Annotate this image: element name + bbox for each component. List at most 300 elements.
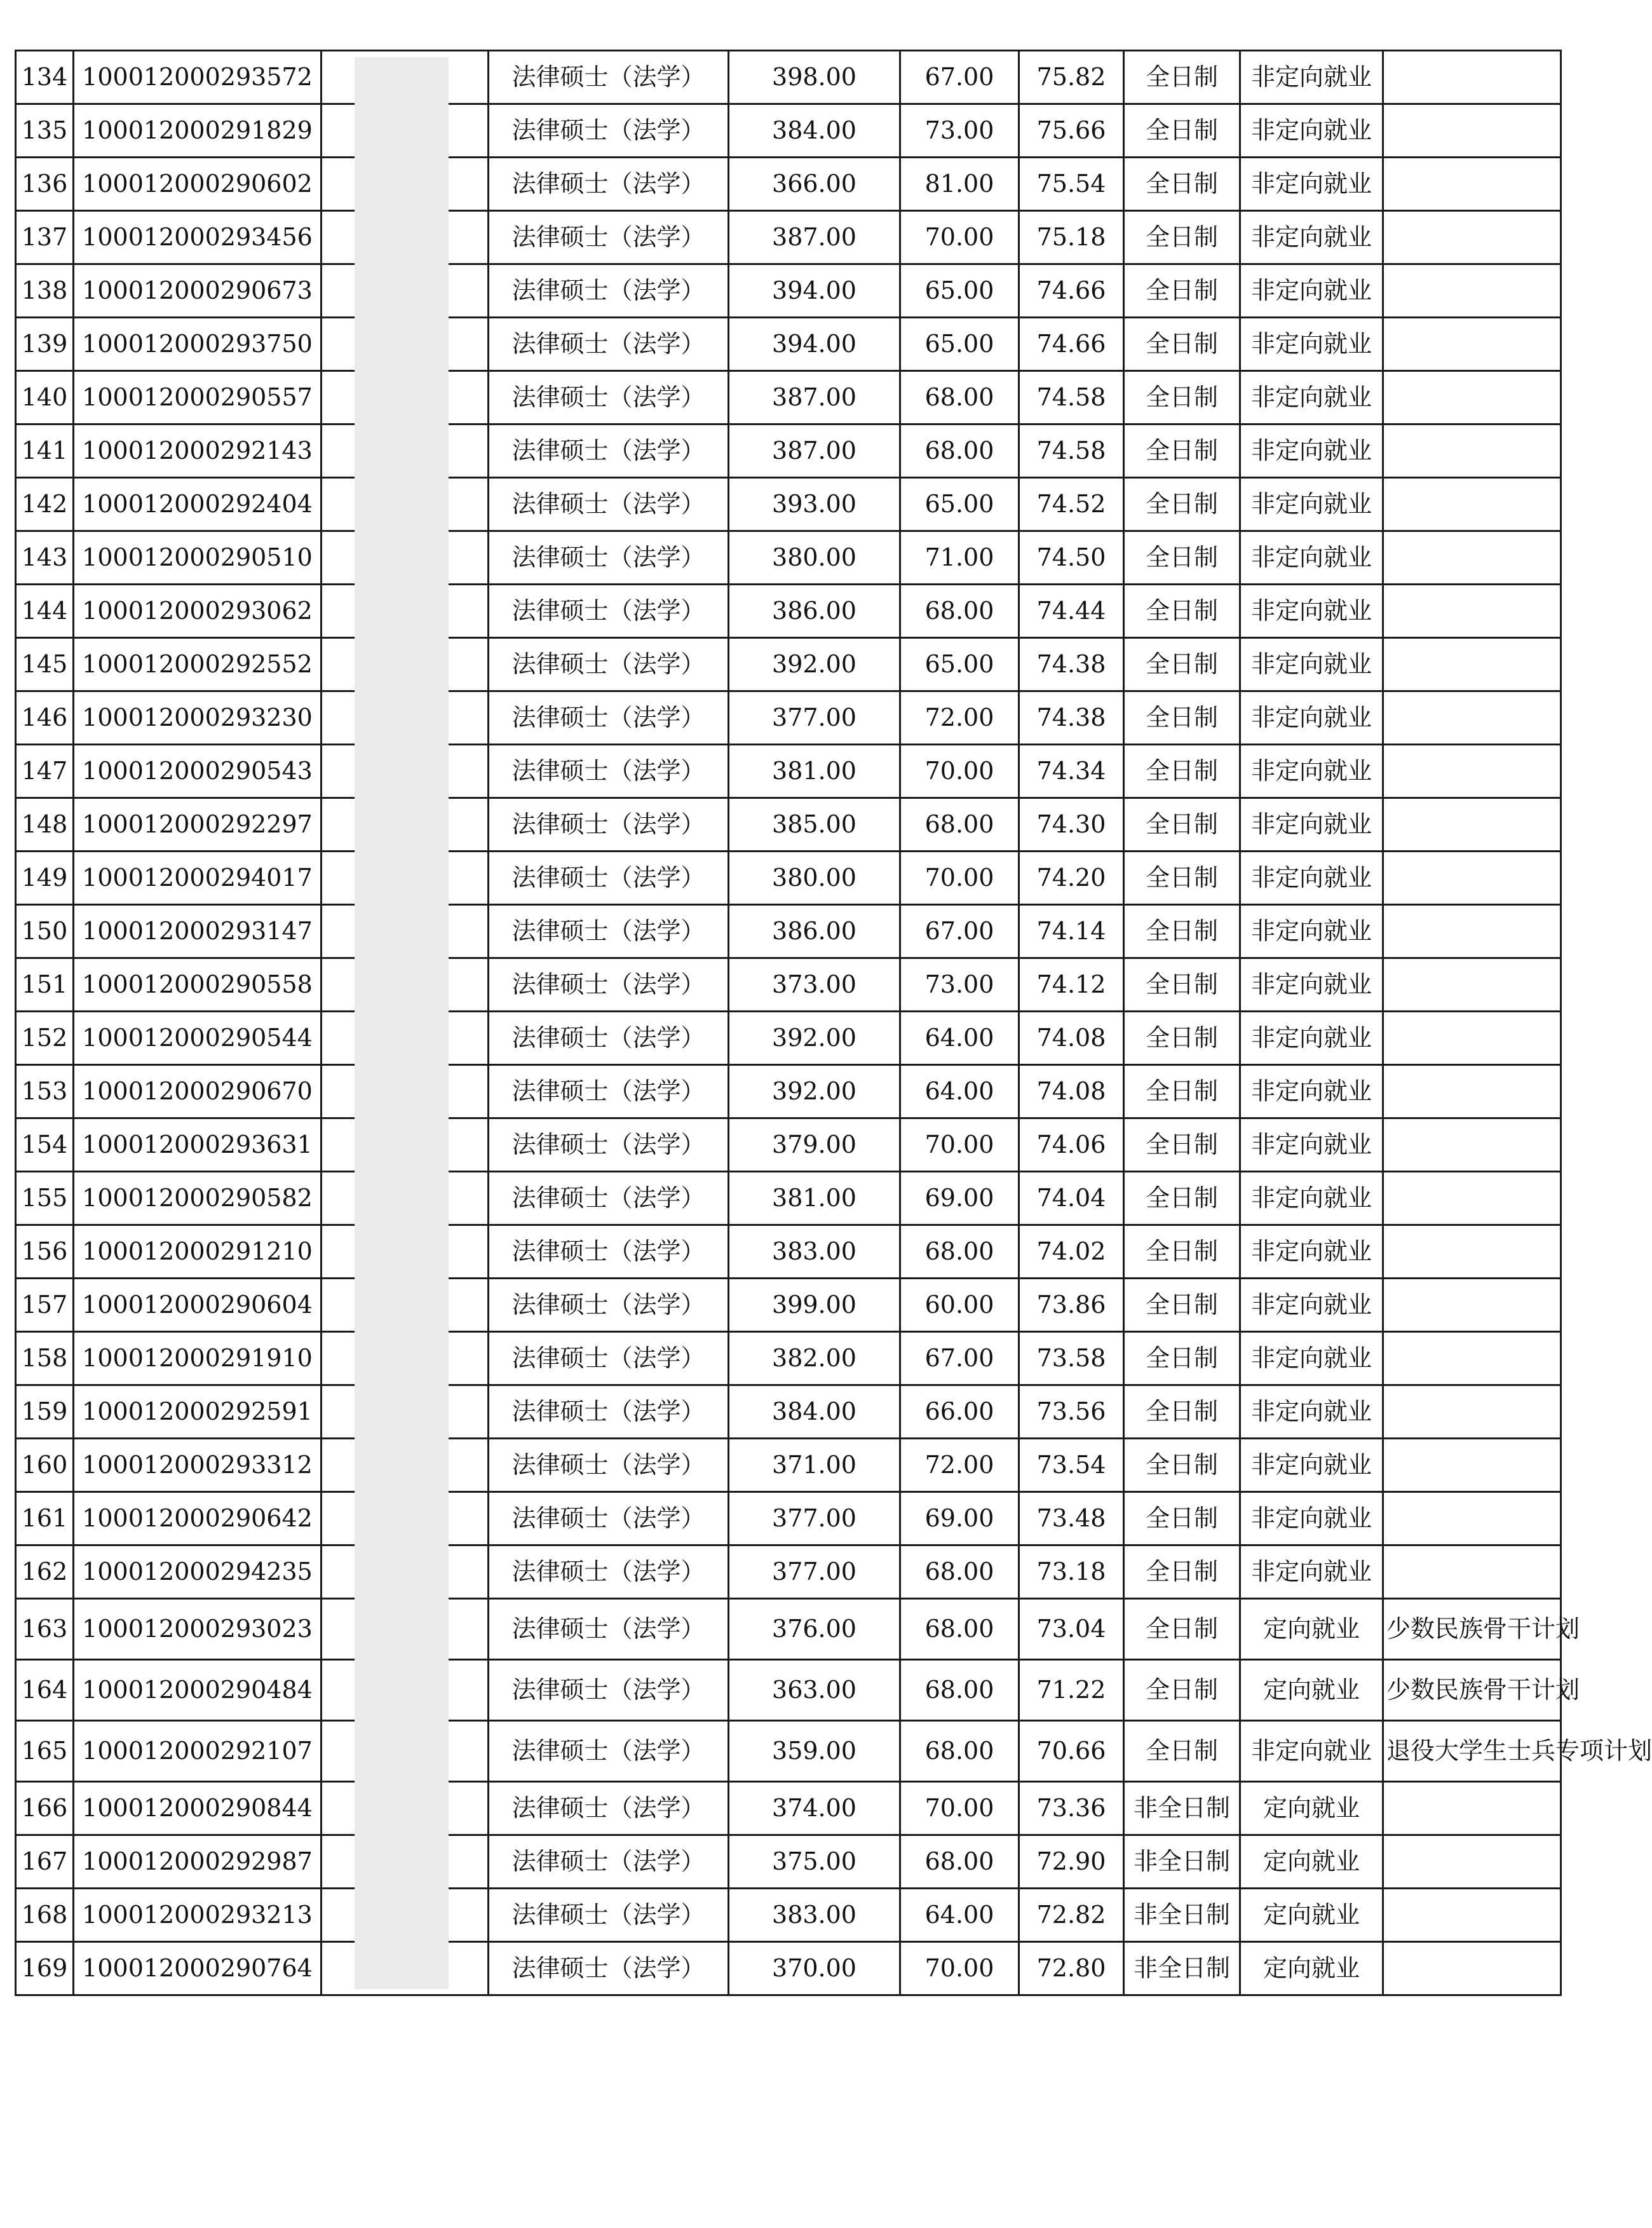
row-number-cell: 155 bbox=[16, 1172, 74, 1225]
study-mode-cell: 全日制 bbox=[1124, 1721, 1240, 1782]
row-number-cell: 147 bbox=[16, 745, 74, 798]
table-row bbox=[16, 638, 1561, 691]
total-score-cell: 74.38 bbox=[1019, 691, 1124, 745]
initial-score-cell: 381.00 bbox=[729, 1172, 900, 1225]
candidate-id-cell: 100012000293750 bbox=[74, 318, 322, 371]
study-mode-cell: 全日制 bbox=[1124, 51, 1240, 104]
remark-cell bbox=[1383, 1545, 1561, 1599]
row-number-cell: 167 bbox=[16, 1835, 74, 1889]
initial-score-cell: 359.00 bbox=[729, 1721, 900, 1782]
initial-score-cell: 399.00 bbox=[729, 1279, 900, 1332]
remark-cell: 少数民族骨干计划 bbox=[1383, 1599, 1561, 1660]
major-cell: 法律硕士（法学） bbox=[489, 1889, 729, 1942]
study-mode-cell: 全日制 bbox=[1124, 1385, 1240, 1439]
row-number-cell: 149 bbox=[16, 852, 74, 905]
table-row bbox=[16, 1279, 1561, 1332]
row-number-cell: 139 bbox=[16, 318, 74, 371]
employment-type-cell: 定向就业 bbox=[1240, 1942, 1383, 1995]
candidate-id-cell: 100012000290543 bbox=[74, 745, 322, 798]
major-cell: 法律硕士（法学） bbox=[489, 745, 729, 798]
initial-score-cell: 386.00 bbox=[729, 905, 900, 958]
row-number-cell: 160 bbox=[16, 1439, 74, 1492]
remark-cell bbox=[1383, 211, 1561, 264]
row-number-cell: 157 bbox=[16, 1279, 74, 1332]
remark-cell bbox=[1383, 104, 1561, 158]
row-number-cell: 164 bbox=[16, 1660, 74, 1721]
retest-score-cell: 68.00 bbox=[900, 1660, 1019, 1721]
total-score-cell: 74.08 bbox=[1019, 1012, 1124, 1065]
candidate-id-cell: 100012000292297 bbox=[74, 798, 322, 852]
total-score-cell: 74.08 bbox=[1019, 1065, 1124, 1118]
employment-type-cell: 非定向就业 bbox=[1240, 211, 1383, 264]
candidate-id-cell: 100012000290642 bbox=[74, 1492, 322, 1545]
retest-score-cell: 66.00 bbox=[900, 1385, 1019, 1439]
remark-cell bbox=[1383, 1835, 1561, 1889]
initial-score-cell: 376.00 bbox=[729, 1599, 900, 1660]
remark-cell bbox=[1383, 371, 1561, 425]
row-number-cell: 142 bbox=[16, 478, 74, 531]
total-score-cell: 72.90 bbox=[1019, 1835, 1124, 1889]
table-row bbox=[16, 852, 1561, 905]
retest-score-cell: 68.00 bbox=[900, 371, 1019, 425]
study-mode-cell: 非全日制 bbox=[1124, 1835, 1240, 1889]
candidate-id-cell: 100012000290673 bbox=[74, 264, 322, 318]
table-row bbox=[16, 478, 1561, 531]
row-number-cell: 148 bbox=[16, 798, 74, 852]
major-cell: 法律硕士（法学） bbox=[489, 1385, 729, 1439]
candidate-id-cell: 100012000290604 bbox=[74, 1279, 322, 1332]
employment-type-cell: 非定向就业 bbox=[1240, 958, 1383, 1012]
employment-type-cell: 非定向就业 bbox=[1240, 1118, 1383, 1172]
remark-cell bbox=[1383, 1012, 1561, 1065]
employment-type-cell: 非定向就业 bbox=[1240, 585, 1383, 638]
row-number-cell: 137 bbox=[16, 211, 74, 264]
table-row bbox=[16, 1545, 1561, 1599]
candidate-id-cell: 100012000292404 bbox=[74, 478, 322, 531]
row-number-cell: 159 bbox=[16, 1385, 74, 1439]
major-cell: 法律硕士（法学） bbox=[489, 425, 729, 478]
remark-cell bbox=[1383, 531, 1561, 585]
study-mode-cell: 全日制 bbox=[1124, 478, 1240, 531]
initial-score-cell: 383.00 bbox=[729, 1225, 900, 1279]
initial-score-cell: 380.00 bbox=[729, 531, 900, 585]
candidate-id-cell: 100012000290764 bbox=[74, 1942, 322, 1995]
employment-type-cell: 非定向就业 bbox=[1240, 1545, 1383, 1599]
study-mode-cell: 全日制 bbox=[1124, 371, 1240, 425]
study-mode-cell: 全日制 bbox=[1124, 585, 1240, 638]
candidate-id-cell: 100012000291910 bbox=[74, 1332, 322, 1385]
major-cell: 法律硕士（法学） bbox=[489, 1118, 729, 1172]
major-cell: 法律硕士（法学） bbox=[489, 531, 729, 585]
total-score-cell: 73.58 bbox=[1019, 1332, 1124, 1385]
employment-type-cell: 定向就业 bbox=[1240, 1599, 1383, 1660]
total-score-cell: 74.66 bbox=[1019, 264, 1124, 318]
remark-cell bbox=[1383, 318, 1561, 371]
table-row bbox=[16, 798, 1561, 852]
table-row bbox=[16, 104, 1561, 158]
table-row bbox=[16, 1835, 1561, 1889]
total-score-cell: 73.54 bbox=[1019, 1439, 1124, 1492]
retest-score-cell: 64.00 bbox=[900, 1065, 1019, 1118]
study-mode-cell: 全日制 bbox=[1124, 104, 1240, 158]
candidate-id-cell: 100012000291829 bbox=[74, 104, 322, 158]
initial-score-cell: 392.00 bbox=[729, 1065, 900, 1118]
retest-score-cell: 70.00 bbox=[900, 211, 1019, 264]
initial-score-cell: 377.00 bbox=[729, 1545, 900, 1599]
total-score-cell: 74.50 bbox=[1019, 531, 1124, 585]
employment-type-cell: 非定向就业 bbox=[1240, 745, 1383, 798]
remark-cell bbox=[1383, 1172, 1561, 1225]
major-cell: 法律硕士（法学） bbox=[489, 104, 729, 158]
total-score-cell: 75.66 bbox=[1019, 104, 1124, 158]
total-score-cell: 74.38 bbox=[1019, 638, 1124, 691]
initial-score-cell: 386.00 bbox=[729, 585, 900, 638]
candidate-id-cell: 100012000294017 bbox=[74, 852, 322, 905]
row-number-cell: 150 bbox=[16, 905, 74, 958]
employment-type-cell: 定向就业 bbox=[1240, 1835, 1383, 1889]
retest-score-cell: 69.00 bbox=[900, 1492, 1019, 1545]
row-number-cell: 134 bbox=[16, 51, 74, 104]
remark-cell bbox=[1383, 51, 1561, 104]
employment-type-cell: 非定向就业 bbox=[1240, 638, 1383, 691]
retest-score-cell: 64.00 bbox=[900, 1889, 1019, 1942]
major-cell: 法律硕士（法学） bbox=[489, 1545, 729, 1599]
table-row bbox=[16, 1942, 1561, 1995]
initial-score-cell: 381.00 bbox=[729, 745, 900, 798]
candidate-id-cell: 100012000293023 bbox=[74, 1599, 322, 1660]
employment-type-cell: 非定向就业 bbox=[1240, 1385, 1383, 1439]
major-cell: 法律硕士（法学） bbox=[489, 905, 729, 958]
employment-type-cell: 非定向就业 bbox=[1240, 1172, 1383, 1225]
candidate-id-cell: 100012000292107 bbox=[74, 1721, 322, 1782]
table-row bbox=[16, 1172, 1561, 1225]
employment-type-cell: 非定向就业 bbox=[1240, 1012, 1383, 1065]
total-score-cell: 74.02 bbox=[1019, 1225, 1124, 1279]
remark-cell bbox=[1383, 264, 1561, 318]
study-mode-cell: 全日制 bbox=[1124, 1279, 1240, 1332]
candidate-id-cell: 100012000293572 bbox=[74, 51, 322, 104]
employment-type-cell: 非定向就业 bbox=[1240, 318, 1383, 371]
total-score-cell: 73.36 bbox=[1019, 1782, 1124, 1835]
study-mode-cell: 全日制 bbox=[1124, 1599, 1240, 1660]
initial-score-cell: 384.00 bbox=[729, 1385, 900, 1439]
employment-type-cell: 非定向就业 bbox=[1240, 798, 1383, 852]
retest-score-cell: 70.00 bbox=[900, 1782, 1019, 1835]
table-row bbox=[16, 1385, 1561, 1439]
candidate-id-cell: 100012000290602 bbox=[74, 158, 322, 211]
retest-score-cell: 73.00 bbox=[900, 104, 1019, 158]
retest-score-cell: 67.00 bbox=[900, 51, 1019, 104]
study-mode-cell: 全日制 bbox=[1124, 264, 1240, 318]
study-mode-cell: 全日制 bbox=[1124, 691, 1240, 745]
employment-type-cell: 定向就业 bbox=[1240, 1889, 1383, 1942]
initial-score-cell: 379.00 bbox=[729, 1118, 900, 1172]
remark-cell bbox=[1383, 585, 1561, 638]
table-row bbox=[16, 1118, 1561, 1172]
initial-score-cell: 384.00 bbox=[729, 104, 900, 158]
remark-cell: 退役大学生士兵专项计划 bbox=[1383, 1721, 1561, 1782]
retest-score-cell: 68.00 bbox=[900, 1225, 1019, 1279]
employment-type-cell: 非定向就业 bbox=[1240, 371, 1383, 425]
row-number-cell: 140 bbox=[16, 371, 74, 425]
candidate-id-cell: 100012000294235 bbox=[74, 1545, 322, 1599]
retest-score-cell: 68.00 bbox=[900, 1835, 1019, 1889]
candidate-id-cell: 100012000291210 bbox=[74, 1225, 322, 1279]
candidate-id-cell: 100012000293147 bbox=[74, 905, 322, 958]
total-score-cell: 74.58 bbox=[1019, 425, 1124, 478]
total-score-cell: 74.58 bbox=[1019, 371, 1124, 425]
initial-score-cell: 393.00 bbox=[729, 478, 900, 531]
retest-score-cell: 70.00 bbox=[900, 745, 1019, 798]
total-score-cell: 71.22 bbox=[1019, 1660, 1124, 1721]
table-row bbox=[16, 905, 1561, 958]
row-number-cell: 163 bbox=[16, 1599, 74, 1660]
major-cell: 法律硕士（法学） bbox=[489, 1279, 729, 1332]
total-score-cell: 73.18 bbox=[1019, 1545, 1124, 1599]
candidate-id-cell: 100012000290484 bbox=[74, 1660, 322, 1721]
remark-cell bbox=[1383, 1225, 1561, 1279]
initial-score-cell: 392.00 bbox=[729, 638, 900, 691]
retest-score-cell: 65.00 bbox=[900, 638, 1019, 691]
initial-score-cell: 387.00 bbox=[729, 425, 900, 478]
initial-score-cell: 373.00 bbox=[729, 958, 900, 1012]
row-number-cell: 153 bbox=[16, 1065, 74, 1118]
major-cell: 法律硕士（法学） bbox=[489, 1942, 729, 1995]
study-mode-cell: 全日制 bbox=[1124, 1492, 1240, 1545]
total-score-cell: 74.20 bbox=[1019, 852, 1124, 905]
table-row bbox=[16, 1332, 1561, 1385]
row-number-cell: 145 bbox=[16, 638, 74, 691]
retest-score-cell: 69.00 bbox=[900, 1172, 1019, 1225]
employment-type-cell: 非定向就业 bbox=[1240, 1439, 1383, 1492]
table-row bbox=[16, 1492, 1561, 1545]
total-score-cell: 72.82 bbox=[1019, 1889, 1124, 1942]
total-score-cell: 75.18 bbox=[1019, 211, 1124, 264]
admission-list-table bbox=[15, 50, 1652, 1996]
row-number-cell: 165 bbox=[16, 1721, 74, 1782]
major-cell: 法律硕士（法学） bbox=[489, 1835, 729, 1889]
table-row bbox=[16, 745, 1561, 798]
major-cell: 法律硕士（法学） bbox=[489, 798, 729, 852]
table-row bbox=[16, 158, 1561, 211]
remark-cell bbox=[1383, 1065, 1561, 1118]
total-score-cell: 73.86 bbox=[1019, 1279, 1124, 1332]
major-cell: 法律硕士（法学） bbox=[489, 638, 729, 691]
remark-cell bbox=[1383, 905, 1561, 958]
employment-type-cell: 非定向就业 bbox=[1240, 691, 1383, 745]
employment-type-cell: 非定向就业 bbox=[1240, 1721, 1383, 1782]
study-mode-cell: 全日制 bbox=[1124, 1012, 1240, 1065]
candidate-id-cell: 100012000293213 bbox=[74, 1889, 322, 1942]
candidate-id-cell: 100012000293062 bbox=[74, 585, 322, 638]
study-mode-cell: 全日制 bbox=[1124, 211, 1240, 264]
retest-score-cell: 68.00 bbox=[900, 1545, 1019, 1599]
table-row bbox=[16, 211, 1561, 264]
employment-type-cell: 非定向就业 bbox=[1240, 1225, 1383, 1279]
retest-score-cell: 65.00 bbox=[900, 478, 1019, 531]
candidate-id-cell: 100012000293631 bbox=[74, 1118, 322, 1172]
retest-score-cell: 70.00 bbox=[900, 852, 1019, 905]
study-mode-cell: 全日制 bbox=[1124, 158, 1240, 211]
row-number-cell: 152 bbox=[16, 1012, 74, 1065]
remark-cell bbox=[1383, 798, 1561, 852]
study-mode-cell: 全日制 bbox=[1124, 638, 1240, 691]
total-score-cell: 74.04 bbox=[1019, 1172, 1124, 1225]
major-cell: 法律硕士（法学） bbox=[489, 51, 729, 104]
initial-score-cell: 363.00 bbox=[729, 1660, 900, 1721]
row-number-cell: 135 bbox=[16, 104, 74, 158]
major-cell: 法律硕士（法学） bbox=[489, 1599, 729, 1660]
table-row bbox=[16, 318, 1561, 371]
employment-type-cell: 非定向就业 bbox=[1240, 905, 1383, 958]
major-cell: 法律硕士（法学） bbox=[489, 852, 729, 905]
initial-score-cell: 377.00 bbox=[729, 1492, 900, 1545]
row-number-cell: 151 bbox=[16, 958, 74, 1012]
remark-cell bbox=[1383, 1385, 1561, 1439]
table-row bbox=[16, 958, 1561, 1012]
table-row bbox=[16, 691, 1561, 745]
initial-score-cell: 383.00 bbox=[729, 1889, 900, 1942]
initial-score-cell: 387.00 bbox=[729, 371, 900, 425]
study-mode-cell: 全日制 bbox=[1124, 905, 1240, 958]
retest-score-cell: 65.00 bbox=[900, 318, 1019, 371]
remark-cell bbox=[1383, 1439, 1561, 1492]
remark-cell bbox=[1383, 158, 1561, 211]
candidate-id-cell: 100012000292552 bbox=[74, 638, 322, 691]
candidate-id-cell: 100012000292987 bbox=[74, 1835, 322, 1889]
table-row bbox=[16, 1065, 1561, 1118]
study-mode-cell: 全日制 bbox=[1124, 745, 1240, 798]
initial-score-cell: 394.00 bbox=[729, 264, 900, 318]
table-row bbox=[16, 585, 1561, 638]
initial-score-cell: 385.00 bbox=[729, 798, 900, 852]
retest-score-cell: 72.00 bbox=[900, 1439, 1019, 1492]
study-mode-cell: 全日制 bbox=[1124, 1545, 1240, 1599]
remark-cell: 少数民族骨干计划 bbox=[1383, 1660, 1561, 1721]
study-mode-cell: 全日制 bbox=[1124, 852, 1240, 905]
employment-type-cell: 非定向就业 bbox=[1240, 1332, 1383, 1385]
initial-score-cell: 387.00 bbox=[729, 211, 900, 264]
name-redaction-mask bbox=[355, 57, 449, 1989]
study-mode-cell: 全日制 bbox=[1124, 1439, 1240, 1492]
study-mode-cell: 全日制 bbox=[1124, 425, 1240, 478]
total-score-cell: 74.44 bbox=[1019, 585, 1124, 638]
candidate-id-cell: 100012000293230 bbox=[74, 691, 322, 745]
major-cell: 法律硕士（法学） bbox=[489, 1065, 729, 1118]
candidate-id-cell: 100012000293312 bbox=[74, 1439, 322, 1492]
row-number-cell: 166 bbox=[16, 1782, 74, 1835]
retest-score-cell: 64.00 bbox=[900, 1012, 1019, 1065]
row-number-cell: 162 bbox=[16, 1545, 74, 1599]
candidate-id-cell: 100012000290582 bbox=[74, 1172, 322, 1225]
initial-score-cell: 380.00 bbox=[729, 852, 900, 905]
retest-score-cell: 81.00 bbox=[900, 158, 1019, 211]
total-score-cell: 73.04 bbox=[1019, 1599, 1124, 1660]
initial-score-cell: 370.00 bbox=[729, 1942, 900, 1995]
major-cell: 法律硕士（法学） bbox=[489, 1172, 729, 1225]
total-score-cell: 74.12 bbox=[1019, 958, 1124, 1012]
table-row bbox=[16, 425, 1561, 478]
table-row bbox=[16, 371, 1561, 425]
major-cell: 法律硕士（法学） bbox=[489, 211, 729, 264]
total-score-cell: 75.82 bbox=[1019, 51, 1124, 104]
candidate-id-cell: 100012000292143 bbox=[74, 425, 322, 478]
major-cell: 法律硕士（法学） bbox=[489, 1012, 729, 1065]
major-cell: 法律硕士（法学） bbox=[489, 158, 729, 211]
remark-cell bbox=[1383, 691, 1561, 745]
major-cell: 法律硕士（法学） bbox=[489, 1439, 729, 1492]
employment-type-cell: 非定向就业 bbox=[1240, 104, 1383, 158]
row-number-cell: 154 bbox=[16, 1118, 74, 1172]
employment-type-cell: 非定向就业 bbox=[1240, 264, 1383, 318]
table-row bbox=[16, 531, 1561, 585]
table-body bbox=[16, 51, 1652, 1995]
remark-cell bbox=[1383, 1332, 1561, 1385]
remark-cell bbox=[1383, 638, 1561, 691]
row-number-cell: 146 bbox=[16, 691, 74, 745]
remark-cell bbox=[1383, 1942, 1561, 1995]
study-mode-cell: 全日制 bbox=[1124, 1118, 1240, 1172]
employment-type-cell: 非定向就业 bbox=[1240, 478, 1383, 531]
initial-score-cell: 394.00 bbox=[729, 318, 900, 371]
major-cell: 法律硕士（法学） bbox=[489, 585, 729, 638]
table-row bbox=[16, 1599, 1561, 1660]
major-cell: 法律硕士（法学） bbox=[489, 691, 729, 745]
employment-type-cell: 非定向就业 bbox=[1240, 158, 1383, 211]
study-mode-cell: 全日制 bbox=[1124, 1065, 1240, 1118]
employment-type-cell: 非定向就业 bbox=[1240, 1279, 1383, 1332]
employment-type-cell: 非定向就业 bbox=[1240, 1492, 1383, 1545]
retest-score-cell: 67.00 bbox=[900, 905, 1019, 958]
retest-score-cell: 72.00 bbox=[900, 691, 1019, 745]
initial-score-cell: 371.00 bbox=[729, 1439, 900, 1492]
major-cell: 法律硕士（法学） bbox=[489, 1225, 729, 1279]
row-number-cell: 161 bbox=[16, 1492, 74, 1545]
retest-score-cell: 70.00 bbox=[900, 1118, 1019, 1172]
employment-type-cell: 非定向就业 bbox=[1240, 1065, 1383, 1118]
table-row bbox=[16, 51, 1561, 104]
row-number-cell: 168 bbox=[16, 1889, 74, 1942]
retest-score-cell: 65.00 bbox=[900, 264, 1019, 318]
employment-type-cell: 非定向就业 bbox=[1240, 531, 1383, 585]
employment-type-cell: 定向就业 bbox=[1240, 1782, 1383, 1835]
initial-score-cell: 382.00 bbox=[729, 1332, 900, 1385]
employment-type-cell: 非定向就业 bbox=[1240, 852, 1383, 905]
table-row bbox=[16, 1721, 1561, 1782]
initial-score-cell: 392.00 bbox=[729, 1012, 900, 1065]
major-cell: 法律硕士（法学） bbox=[489, 1782, 729, 1835]
remark-cell bbox=[1383, 1279, 1561, 1332]
row-number-cell: 169 bbox=[16, 1942, 74, 1995]
total-score-cell: 74.52 bbox=[1019, 478, 1124, 531]
row-number-cell: 138 bbox=[16, 264, 74, 318]
major-cell: 法律硕士（法学） bbox=[489, 264, 729, 318]
retest-score-cell: 68.00 bbox=[900, 585, 1019, 638]
candidate-id-cell: 100012000290670 bbox=[74, 1065, 322, 1118]
remark-cell bbox=[1383, 1492, 1561, 1545]
total-score-cell: 74.30 bbox=[1019, 798, 1124, 852]
retest-score-cell: 68.00 bbox=[900, 1599, 1019, 1660]
retest-score-cell: 67.00 bbox=[900, 1332, 1019, 1385]
retest-score-cell: 70.00 bbox=[900, 1942, 1019, 1995]
remark-cell bbox=[1383, 1782, 1561, 1835]
row-number-cell: 144 bbox=[16, 585, 74, 638]
study-mode-cell: 非全日制 bbox=[1124, 1942, 1240, 1995]
table-row bbox=[16, 1889, 1561, 1942]
study-mode-cell: 全日制 bbox=[1124, 1332, 1240, 1385]
total-score-cell: 74.66 bbox=[1019, 318, 1124, 371]
study-mode-cell: 全日制 bbox=[1124, 1660, 1240, 1721]
